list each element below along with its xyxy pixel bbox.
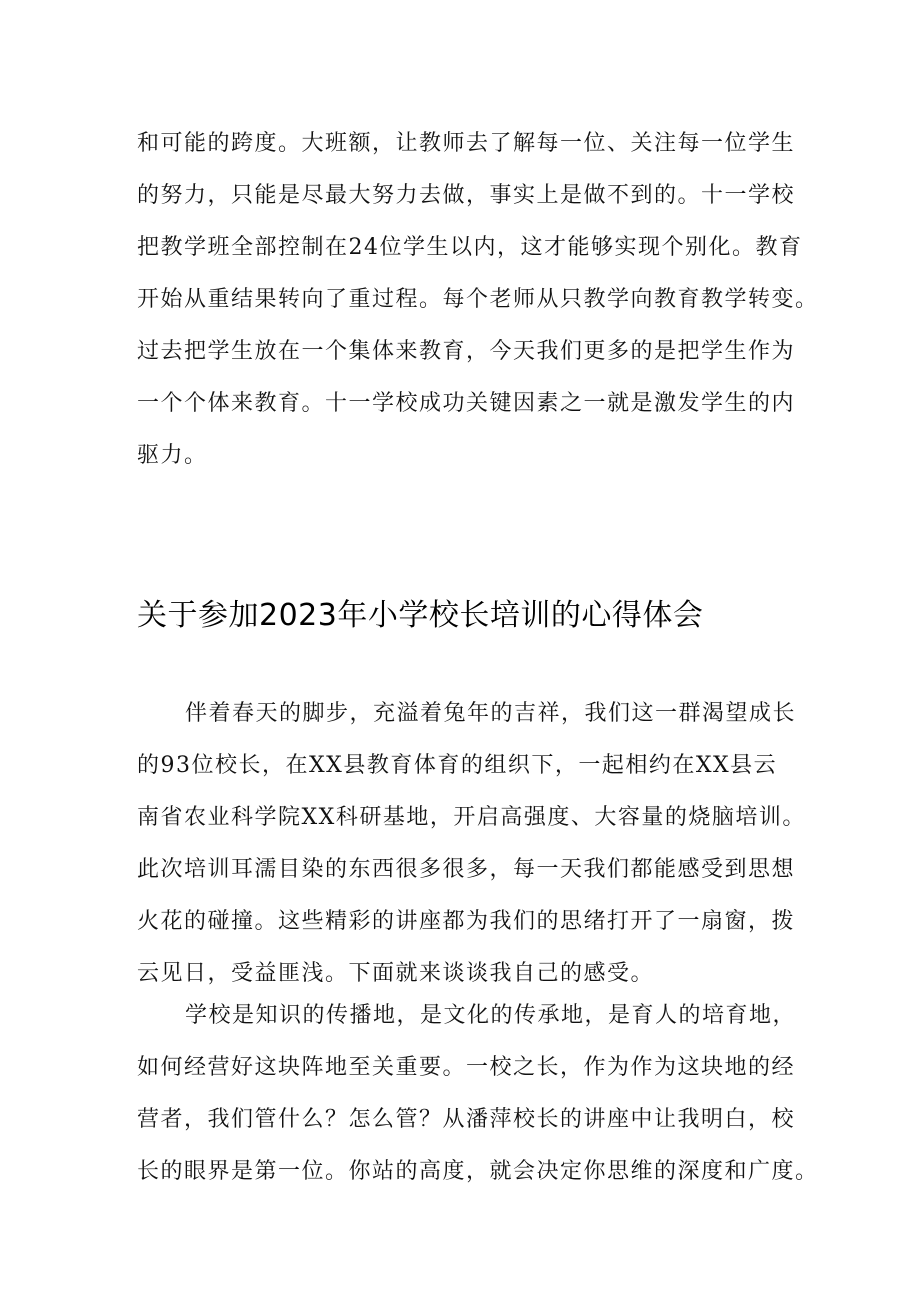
- paragraph-2: [137, 990, 817, 1198]
- paragraph-line: 的努力，只能是尽最大努力去做，事实上是做不到的。十一学校: [137, 183, 796, 208]
- paragraph-line: 营者，我们管什么？怎么管？从潘萍校长的讲座中让我明白，校: [137, 1107, 796, 1132]
- continued-paragraph: [137, 118, 817, 482]
- paragraph-line: 此次培训耳濡目染的东西很多很多，每一天我们都能感受到思想: [137, 857, 796, 882]
- paragraph-line: 一个个体来教育。十一学校成功关键因素之一就是激发学生的内: [137, 391, 796, 416]
- paragraph-line: 伴着春天的脚步，充溢着兔年的吉祥，我们这一群渴望成长: [185, 701, 797, 726]
- paragraph-line: 云见日，受益匪浅。下面就来谈谈我自己的感受。: [137, 961, 655, 986]
- paragraph-line: 开始从重结果转向了重过程。每个老师从只教学向教育教学转变。: [137, 287, 819, 312]
- paragraph-line: 南省农业科学院XX科研基地，开启高强度、大容量的烧脑培训。: [137, 805, 806, 830]
- paragraph-line: 火花的碰撞。这些精彩的讲座都为我们的思绪打开了一扇窗，拨: [137, 909, 796, 934]
- paragraph-line: 驱力。: [137, 443, 208, 468]
- paragraph-line: 的93位校长，在XX县教育体育的组织下，一起相约在XX县云: [137, 753, 778, 778]
- article-title: 关于参加2023年小学校长培训的心得体会: [137, 598, 704, 633]
- paragraph-line: 和可能的跨度。大班额，让教师去了解每一位、关注每一位学生: [137, 131, 796, 156]
- paragraph-line: 学校是知识的传播地，是文化的传承地，是育人的培育地，: [185, 1003, 797, 1028]
- paragraph-line: 过去把学生放在一个集体来教育，今天我们更多的是把学生作为: [137, 339, 796, 364]
- paragraph-line: 把教学班全部控制在24位学生以内，这才能够实现个别化。教育: [137, 235, 803, 260]
- paragraph-1: [137, 688, 817, 1000]
- paragraph-line: 长的眼界是第一位。你站的高度，就会决定你思维的深度和广度。: [137, 1159, 819, 1184]
- paragraph-line: 如何经营好这块阵地至关重要。一校之长，作为作为这块地的经: [137, 1055, 796, 1080]
